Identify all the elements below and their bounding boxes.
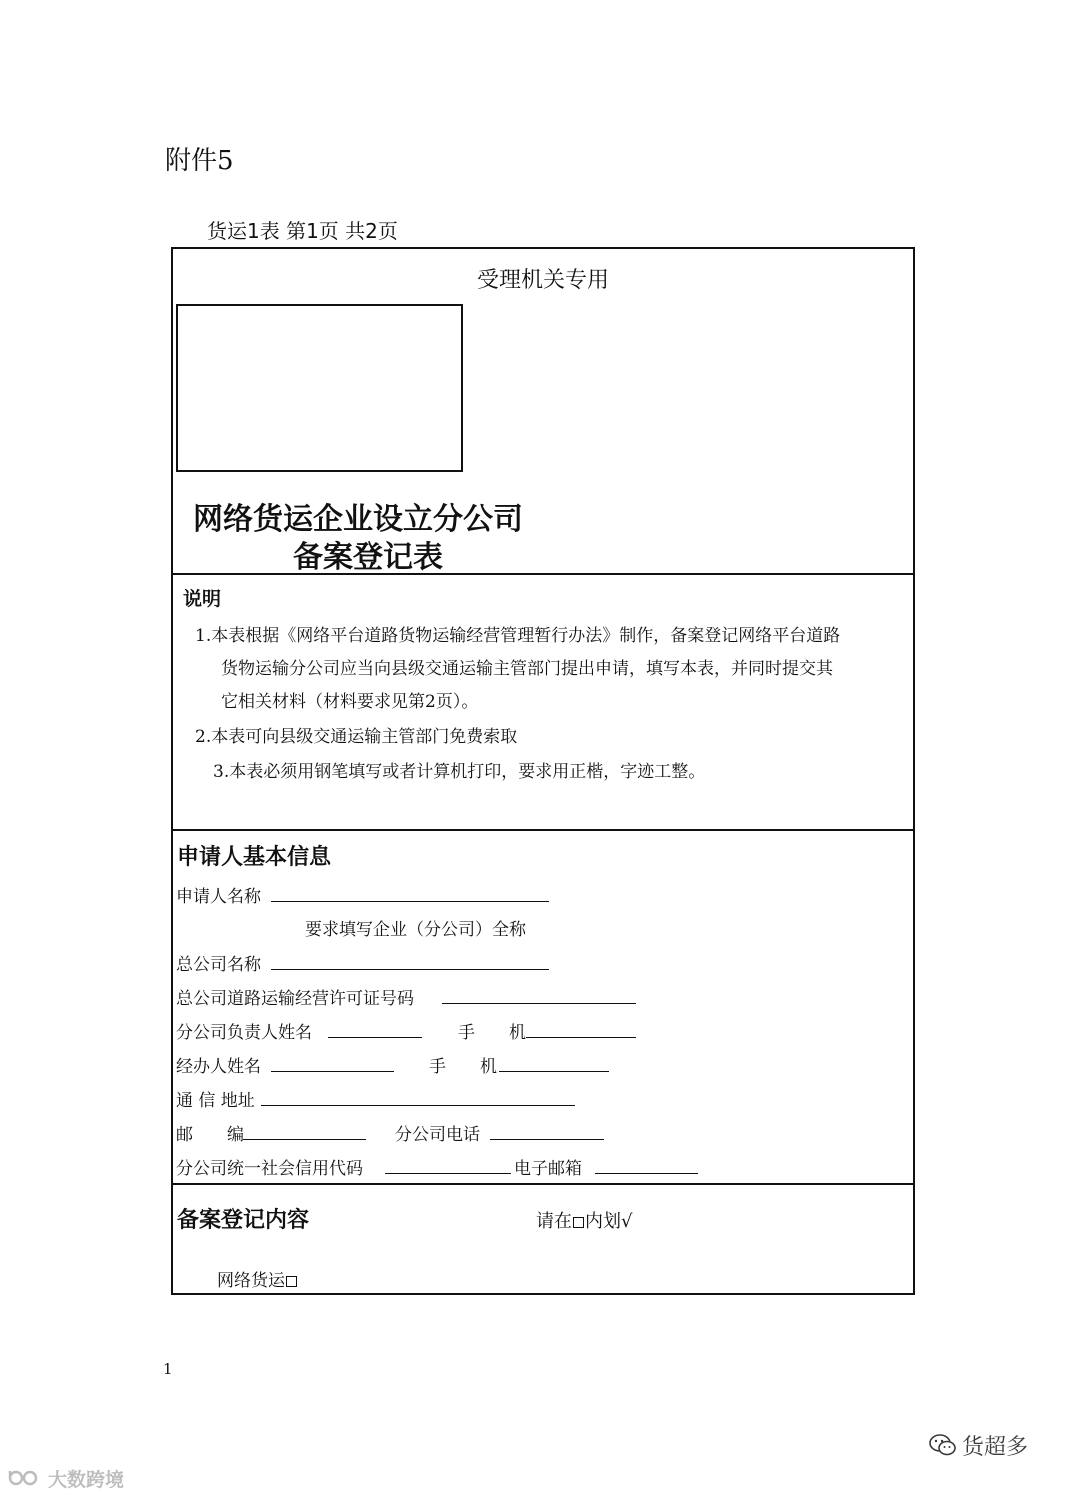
registration-instruction [536, 1207, 632, 1233]
divider [173, 573, 913, 575]
agent-name-field[interactable] [271, 1071, 394, 1072]
form-title-line1: 网络货运企业设立分公司 [193, 502, 523, 537]
stamp-box [176, 304, 463, 472]
agent-name-label: 经办人姓名 [176, 1057, 261, 1077]
credit-code-label: 分公司统一社会信用代码 [176, 1159, 363, 1179]
annex-label: 附件5 [165, 146, 234, 176]
form-title-line2: 备案登记表 [293, 540, 443, 575]
applicant-name-label: 申请人名称 [176, 887, 261, 907]
network-freight-checkbox[interactable] [286, 1276, 297, 1287]
watermark-left-text: 大数跨境 [48, 1469, 125, 1491]
branch-manager-field[interactable] [328, 1037, 422, 1038]
agent-mobile-field[interactable] [499, 1071, 609, 1072]
divider [173, 1183, 913, 1185]
office-use-label: 受理机关专用 [476, 268, 609, 293]
brand-logo-icon [8, 1467, 44, 1494]
wechat-icon [928, 1432, 958, 1464]
registration-heading: 备案登记内容 [177, 1207, 310, 1233]
address-field[interactable] [261, 1105, 575, 1106]
hq-name-label: 总公司名称 [176, 955, 261, 975]
watermark-right-text: 货超多 [962, 1435, 1029, 1460]
postcode-label: 邮 编 [176, 1125, 244, 1145]
checkbox-icon [573, 1217, 584, 1228]
license-number-field[interactable] [442, 1003, 636, 1004]
credit-code-field[interactable] [385, 1173, 511, 1174]
manager-mobile-field[interactable] [526, 1037, 636, 1038]
option-label: 网络货运 [217, 1271, 285, 1291]
email-label: 电子邮箱 [514, 1159, 582, 1179]
branch-phone-field[interactable] [490, 1139, 604, 1140]
postcode-field[interactable] [243, 1139, 366, 1140]
watermark-left [8, 1465, 124, 1494]
form-frame [171, 247, 915, 1295]
applicant-name-hint: 要求填写企业（分公司）全称 [305, 920, 526, 940]
note-item-1-line-1: 1.本表根据《网络平台道路货物运输经营管理暂行办法》制作，备案登记网络平台道路 [195, 626, 841, 646]
option-network-freight [217, 1266, 298, 1291]
form-code: 货运1表 第1页 共2页 [207, 219, 398, 243]
manager-mobile-label: 手 机 [458, 1023, 526, 1043]
note-item-1-line-2: 货物运输分公司应当向县级交通运输主管部门提出申请，填写本表，并同时提交其 [221, 659, 833, 679]
branch-phone-label: 分公司电话 [395, 1125, 480, 1145]
branch-manager-label: 分公司负责人姓名 [176, 1023, 312, 1043]
note-item-2: 2.本表可向县级交通运输主管部门免费索取 [195, 727, 518, 747]
divider [173, 829, 913, 831]
applicant-heading: 申请人基本信息 [177, 844, 332, 870]
page-number: 1 [163, 1360, 173, 1378]
note-item-1-line-3: 它相关材料（材料要求见第2页）。 [221, 692, 479, 712]
agent-mobile-label: 手 机 [429, 1057, 497, 1077]
watermark-right [928, 1430, 1028, 1464]
note-item-3: 3.本表必须用钢笔填写或者计算机打印，要求用正楷，字迹工整。 [213, 762, 706, 782]
instruction-pre: 请在 [536, 1211, 572, 1232]
notes-heading: 说明 [183, 588, 222, 610]
address-label: 通 信 地址 [176, 1091, 255, 1111]
license-number-label: 总公司道路运输经营许可证号码 [176, 989, 414, 1009]
email-field[interactable] [595, 1173, 698, 1174]
hq-name-field[interactable] [271, 969, 549, 970]
instruction-post: 内划√ [585, 1211, 633, 1232]
applicant-name-field[interactable] [271, 901, 549, 902]
